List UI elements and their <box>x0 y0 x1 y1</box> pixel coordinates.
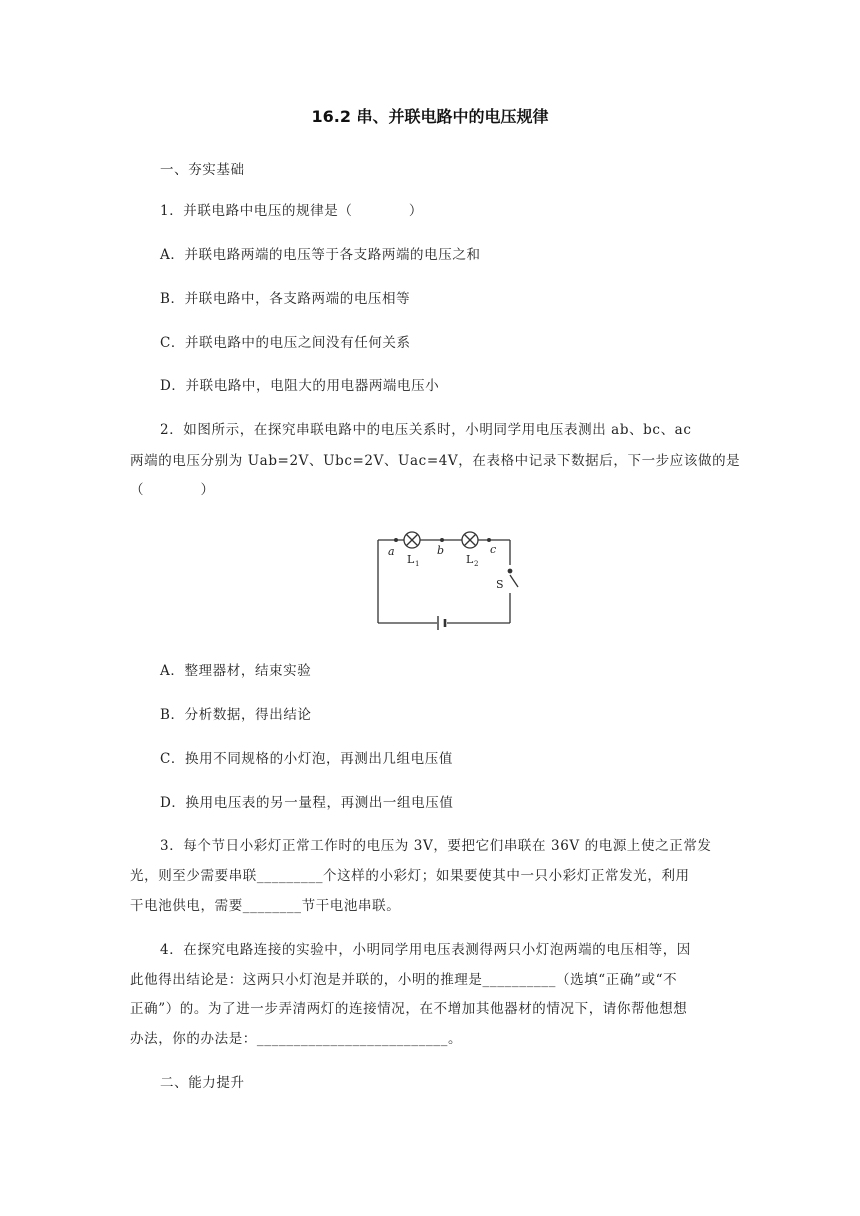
node-label-a: a <box>388 545 395 558</box>
section-heading-basics: 一、夯实基础 <box>160 162 245 178</box>
lamp-l2-subscript: 2 <box>474 560 479 568</box>
question-2-stem-line-3: （ ） <box>130 482 215 498</box>
page-title: 16.2 串、并联电路中的电压规律 <box>311 107 549 126</box>
node-label-c: c <box>490 543 497 556</box>
question-2-option-c: C．换用不同规格的小灯泡，再测出几组电压值 <box>160 751 453 767</box>
question-4-line-1: 4．在探究电路连接的实验中，小明同学用电压表测得两只小灯泡两端的电压相等，因 <box>160 942 691 958</box>
question-1-option-c: C．并联电路中的电压之间没有任何关系 <box>160 335 411 351</box>
switch-icon <box>508 569 513 574</box>
question-4-line-3: 正确”）的。为了进一步弄清两灯的连接情况，在不增加其他器材的情况下，请你帮他想想 <box>130 1001 688 1017</box>
question-1-option-b: B．并联电路中，各支路两端的电压相等 <box>160 291 411 307</box>
node-label-b: b <box>437 544 445 557</box>
question-2-option-d: D．换用电压表的另一量程，再测出一组电压值 <box>160 795 454 811</box>
question-3-line-2: 光，则至少需要串联_________个这样的小彩灯；如果要使其中一只小彩灯正常发光，利用 <box>130 868 690 884</box>
question-2-stem-line-2: 两端的电压分别为 Uab=2V、Ubc=2V、Uac=4V，在表格中记录下数据后，下一步应该做的是 <box>130 453 741 469</box>
question-1-stem: 1．并联电路中电压的规律是（ ） <box>160 203 423 219</box>
section-heading-improvement: 二、能力提升 <box>160 1075 245 1091</box>
question-1-option-a: A．并联电路两端的电压等于各支路两端的电压之和 <box>160 247 481 263</box>
lamp-l2-label: L <box>466 553 474 566</box>
question-2-stem-line-1: 2．如图所示，在探究串联电路中的电压关系时，小明同学用电压表测出 ab、bc、ac <box>160 422 692 438</box>
lamp-l1-subscript: 1 <box>415 560 420 568</box>
switch-label: S <box>496 578 504 591</box>
question-1-option-d: D．并联电路中，电阻大的用电器两端电压小 <box>160 378 440 394</box>
lamp-l1-icon <box>404 532 420 548</box>
circuit-diagram <box>370 515 520 635</box>
lamp-l2-icon <box>462 532 478 548</box>
battery-icon <box>438 616 445 630</box>
question-4-line-2: 此他得出结论是：这两只小灯泡是并联的，小明的推理是__________（选填“正确”或“不 <box>130 972 678 988</box>
question-2-option-b: B．分析数据，得出结论 <box>160 707 312 723</box>
lamp-l1-label: L <box>407 553 415 566</box>
node-dots <box>394 538 491 542</box>
question-4-line-4: 办法，你的办法是：__________________________。 <box>130 1031 463 1047</box>
question-3-line-3: 干电池供电，需要________节干电池串联。 <box>130 898 401 914</box>
question-2-option-a: A．整理器材，结束实验 <box>160 663 312 679</box>
question-3-line-1: 3．每个节日小彩灯正常工作时的电压为 3V，要把它们串联在 36V 的电源上使之正常发 <box>160 838 712 854</box>
